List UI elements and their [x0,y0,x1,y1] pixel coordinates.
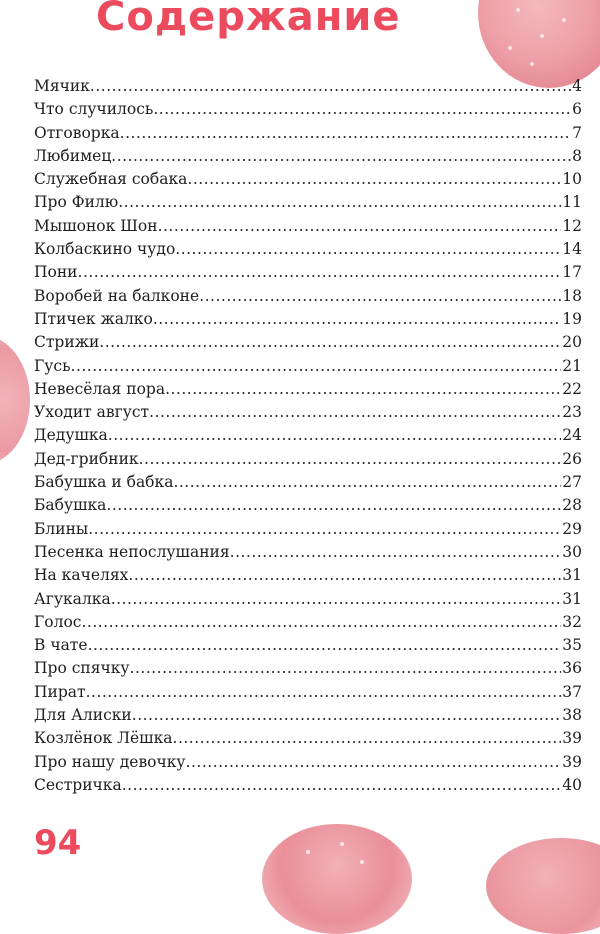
toc-entry-page: 11 [562,193,582,212]
toc-entry-page: 24 [562,426,582,445]
toc-entry-page: 18 [562,286,582,305]
toc-entry [34,238,582,261]
toc-dot-leader [78,261,562,284]
toc-entry [34,634,582,657]
toc-dot-leader [111,145,571,168]
toc-entry-page: 10 [562,170,582,189]
toc-entry-title: Воробей на балконе [34,286,200,305]
toc-entry [34,424,582,447]
toc-entry-page: 23 [562,403,582,422]
toc-entry [34,611,582,634]
toc-dot-leader [173,727,562,750]
toc-entry [34,774,582,797]
toc-entry [34,471,582,494]
toc-entry-page: 21 [562,356,582,375]
blob-speckle [562,18,566,22]
toc-entry-title: Пират [34,682,86,701]
table-of-contents [34,75,582,797]
toc-entry-page: 31 [562,589,582,608]
toc-entry-page: 37 [562,682,582,701]
toc-dot-leader [81,611,561,634]
toc-entry-page: 6 [572,100,582,119]
toc-dot-leader [199,285,561,308]
toc-entry-title: Блины [34,519,89,538]
toc-dot-leader [108,424,561,447]
toc-entry-page: 38 [562,706,582,725]
toc-entry [34,704,582,727]
toc-dot-leader [175,238,561,261]
toc-entry [34,285,582,308]
toc-entry-title: Про нашу девочку [34,752,186,771]
toc-dot-leader [88,518,561,541]
toc-dot-leader [118,191,561,214]
blob-speckle [306,850,310,854]
toc-entry [34,122,582,145]
toc-entry-page: 29 [562,519,582,538]
toc-entry-title: Агукалка [34,589,111,608]
toc-dot-leader [186,751,562,774]
toc-entry-title: На качелях [34,566,129,585]
toc-dot-leader [153,308,561,331]
toc-dot-leader [165,378,561,401]
toc-entry [34,75,582,98]
toc-entry-title: Гусь [34,356,71,375]
toc-entry-title: Птичек жалко [34,309,153,328]
page-title: Содержание [96,0,401,40]
toc-entry-title: Голос [34,612,82,631]
toc-entry [34,308,582,331]
toc-entry-page: 32 [562,612,582,631]
toc-entry-page: 27 [562,473,582,492]
blob-speckle [516,8,520,12]
page-number: 94 [34,823,82,863]
blob-speckle [508,46,512,50]
toc-dot-leader [139,448,562,471]
toc-entry [34,401,582,424]
toc-dot-leader [130,657,562,680]
toc-entry [34,331,582,354]
toc-entry [34,727,582,750]
toc-entry-page: 17 [562,263,582,282]
toc-entry-page: 4 [572,77,582,95]
toc-entry-title: Что случилось [34,100,154,119]
toc-entry-title: Бабушка и бабка [34,473,174,492]
toc-dot-leader [71,355,562,378]
toc-entry-page: 39 [562,729,582,748]
toc-entry-title: В чате [34,636,88,655]
toc-entry-page: 39 [562,752,582,771]
toc-entry [34,168,582,191]
blob-speckle [340,842,344,846]
toc-entry-title: Про Филю [34,193,119,212]
toc-entry-title: Невесёлая пора [34,379,166,398]
toc-entry-page: 35 [562,636,582,655]
toc-entry-title: Любимец [34,146,112,165]
toc-entry [34,518,582,541]
toc-entry [34,564,582,587]
toc-entry-page: 8 [572,146,582,165]
toc-dot-leader [153,98,571,121]
toc-entry [34,494,582,517]
toc-dot-leader [99,331,561,354]
toc-dot-leader [86,681,562,704]
toc-entry [34,681,582,704]
toc-entry-title: Служебная собака [34,170,188,189]
toc-dot-leader [230,541,562,564]
toc-entry-title: Про спячку [34,659,130,678]
toc-dot-leader [120,122,571,145]
toc-entry-title: Бабушка [34,496,107,515]
toc-entry-page: 31 [562,566,582,585]
toc-entry-title: Мячик [34,77,90,95]
toc-entry [34,588,582,611]
toc-dot-leader [187,168,561,191]
toc-entry-title: Дед-грибник [34,449,139,468]
decorative-blob-bottom-right [486,838,600,934]
toc-dot-leader [111,588,562,611]
toc-entry [34,541,582,564]
toc-dot-leader [128,564,561,587]
blob-speckle [360,860,364,864]
toc-entry [34,378,582,401]
toc-entry [34,448,582,471]
toc-entry-title: Дедушка [34,426,108,445]
blob-speckle [540,34,544,38]
toc-entry-title: Отговорка [34,123,120,142]
toc-entry-title: Песенка непослушания [34,542,230,561]
blob-speckle [530,62,534,66]
toc-entry-page: 22 [562,379,582,398]
toc-dot-leader [158,215,562,238]
toc-dot-leader [88,634,562,657]
toc-entry-page: 26 [562,449,582,468]
toc-entry-page: 40 [562,775,582,794]
toc-entry [34,98,582,121]
decorative-blob-bottom-center [262,824,412,934]
toc-dot-leader [149,401,561,424]
toc-entry [34,145,582,168]
toc-dot-leader [90,75,571,98]
toc-entry-page: 30 [562,542,582,561]
toc-entry [34,191,582,214]
toc-entry [34,751,582,774]
toc-entry [34,657,582,680]
toc-entry-page: 20 [562,333,582,352]
toc-entry-title: Для Алиски [34,706,132,725]
toc-entry [34,215,582,238]
toc-entry-page: 36 [562,659,582,678]
toc-entry-page: 19 [562,309,582,328]
toc-entry-title: Стрижи [34,333,100,352]
toc-dot-leader [122,774,562,797]
toc-entry-page: 7 [572,123,582,142]
toc-entry-page: 14 [562,240,582,259]
toc-entry-title: Козлёнок Лёшка [34,729,173,748]
toc-entry [34,261,582,284]
decorative-blob-left [0,335,30,465]
toc-dot-leader [106,494,561,517]
toc-entry-title: Уходит август [34,403,150,422]
toc-dot-leader [132,704,561,727]
toc-entry-title: Колбаскино чудо [34,240,176,259]
toc-entry-page: 28 [562,496,582,515]
toc-entry-page: 12 [562,216,582,235]
toc-entry-title: Пони [34,263,78,282]
toc-entry [34,355,582,378]
toc-entry-title: Сестричка [34,775,122,794]
toc-dot-leader [173,471,561,494]
toc-entry-title: Мышонок Шон [34,216,158,235]
